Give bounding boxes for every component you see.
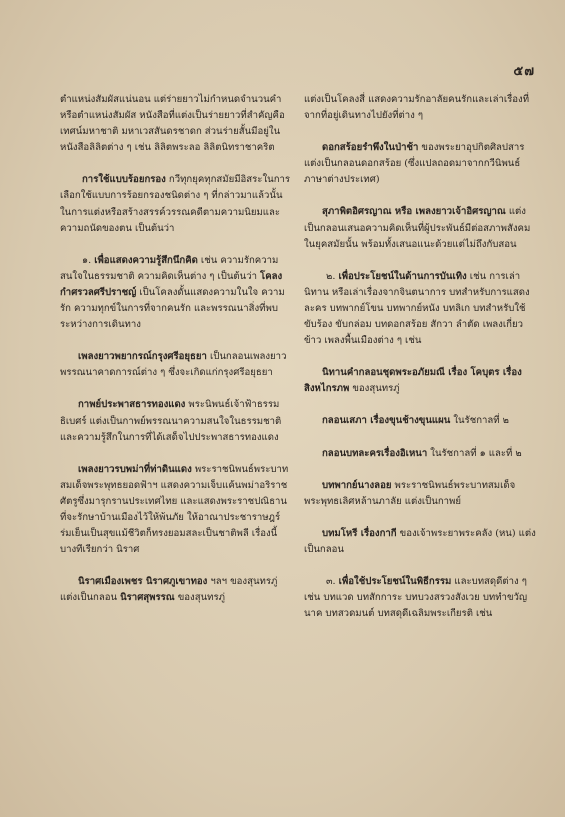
left-paragraph-6-body: พระราชนิพนธ์พระบาทสมเด็จพระพุทธยอดฟ้าฯ แสดงความเจ็บแค้นพม่าอริราชศัตรูซึ่งมารุกรานประเทศไทย และแสดงพระราชปณิธานที่จะรักษาบ้านเมืองไว้ให้พ้นภัย ให้อาณาประชาราษฎร์ร่มเย็นเป็นสุขแม้ชีวิตก็ทรงยอมสละเป็นชาติพลี เรื่องนี้บางทีเรียกว่า นิราศ [60,463,289,556]
title-nang-loi: บทพากย์นางลอย [322,479,392,491]
item-number-3: ๓. [326,575,339,587]
right-paragraph-4-body: เช่น การเล่านิทาน หรือเล่าเรื่องจากจินตนาการ บทสำหรับการแสดงละคร บทพากย์โขน บทพากย์หนัง บทลิเก บทสำหรับใช้ขับร้อง ขับกล่อม บทดอกสร้อย สักวา ลำตัด เพลงเกี่ยวข้าว เพลงพื้นเมืองต่าง ๆ เช่น [304,270,530,347]
title-kaki: บทมโหรี เรื่องกากี [322,527,397,539]
title-khlong-kamsuan: โคลงกำศรวลศรีปราชญ์ [60,270,283,298]
title-khun-chang-khun-phaen: กลอนเสภา เรื่องขุนช้างขุนแผน [322,415,451,427]
right-paragraph-7 [304,446,538,462]
title-suphasit-itsarayan: สุภาพิตอิศรญาณ หรือ เพลงยาวเจ้าอิศรญาณ [322,206,506,218]
right-paragraph-6-body: ในรัชกาลที่ ๒ [450,415,509,427]
left-paragraph-5-body: พระนิพนธ์เจ้าฟ้าธรรมธิเบศร์ แต่งเป็นกาพย์พรรณนาความสนใจในธรรมชาติและความรู้สึกในการที่ได้เสด็จไปประพาสธารทองแดง [60,399,282,443]
right-paragraph-9 [304,526,538,558]
right-column [304,92,538,622]
left-column [60,92,292,606]
left-paragraph-2-body: กวีทุกยุคทุกสมัยมีอิสระในการเลือกใช้แบบการร้อยกรองชนิดต่าง ๆ ที่กล่าวมาแล้วนั้นในการแต่งหรือสร้างสรรค์วรรณคดีตามความนิยมและความถนัดของตน เป็นต้นว่า [60,174,291,234]
item-number-1: ๑. [82,254,95,266]
title-dok-soi: ดอกสร้อยรำพึงในป่าช้า [322,142,419,154]
heading-express-feelings: เพื่อแสดงความรู้สึกนึกคิด [94,254,198,266]
item-number-2: ๒. [326,270,339,282]
right-paragraph-8 [304,478,538,510]
right-paragraph-7-body: ในรัชกาลที่ ๑ และที่ ๒ [427,447,522,459]
title-phra-aphai-mani: นิทานคำกลอนชุดพระอภัยมณี เรื่อง โคบุตร เรื่องสิงหไกรภพ [304,367,522,395]
left-paragraph-7-body-2: ของสุนทรภู่ [174,592,225,604]
left-paragraph-3 [60,253,292,333]
title-nirat-muang-phet: นิราศเมืองเพชร นิราศภูเขาทอง [78,576,208,588]
right-paragraph-6 [304,413,538,429]
left-paragraph-3-body-1: เช่น ความรักความสนใจในธรรมชาติ ความคิดเห็นต่าง ๆ เป็นต้นว่า [60,254,279,282]
title-phleng-yao-phayakon: เพลงยาวพยากรณ์กรุงศรีอยุธยา [78,351,207,363]
left-paragraph-5 [60,397,292,445]
left-paragraph-3-body-2: เป็นโคลงดั้นแสดงความในใจ ความรัก ความทุกข์ในการที่จากคนรัก และพรรณนาสิ่งที่พบระหว่างการเดินทาง [60,286,285,331]
right-paragraph-8-body: พระราชนิพนธ์พระบาทสมเด็จพระพุทธเลิศหล้านภาลัย แต่งเป็นกาพย์ [304,479,516,507]
left-paragraph-4 [60,349,292,381]
right-paragraph-10 [304,574,538,622]
left-paragraph-1: ตำแหน่งสัมผัสแน่นอน แต่ร่ายยาวไม่กำหนดจำนวนคำหรือตำแหน่งสัมผัส หนังสือที่แต่งเป็นร่ายยาวที่สำคัญคือ เทศน์มหาชาติ มหาเวสสันดรชาดก ส่วนร่ายสั้นมีอยู่ในหนังสือลิลิตต่าง ๆ เช่น ลิลิตพระลอ ลิลิตนิทราชาคริต [60,94,285,154]
left-paragraph-7 [60,574,292,606]
title-nirat-suphan: นิราศสุพรรณ [120,592,175,604]
right-paragraph-3-body: แต่งเป็นกลอนเสนอความคิดเห็นที่ผู้ประพันธ์มีต่อสภาพสังคมในยุคสมัยนั้น พร้อมทั้งเสนอแนะด้วยแต่ไม่ถึงกับสอน [304,206,531,250]
right-paragraph-3 [304,204,538,252]
right-paragraph-2 [304,140,538,188]
page-number: ๕๗ [513,64,535,79]
right-paragraph-2-body: ของพระยาอุปกิตศิลปสาร แต่งเป็นกลอนดอกสร้อย (ซึ่งแปลถอดมาจากกวีนิพนธ์ภาษาต่างประเทศ) [304,142,525,186]
right-paragraph-1: แต่งเป็นโคลงสี่ แสดงความรักอาลัยคนรักและเล่าเรื่องที่จากที่อยู่เดินทางไปยังที่ต่าง ๆ [304,94,530,122]
heading-entertainment: เพื่อประโยชน์ในด้านการบันเทิง [338,270,467,282]
left-paragraph-2 [60,172,292,236]
heading-verse-usage: การใช้แบบร้อยกรอง [82,174,166,186]
right-paragraph-5 [304,365,538,397]
left-paragraph-6 [60,462,292,559]
left-paragraph-4-body: เป็นกลอนเพลงยาวพรรณนาคาดการณ์ต่าง ๆ ซึ่งจะเกิดแก่กรุงศรีอยุธยา [60,351,287,379]
left-paragraph-7-body-1: ฯลฯ ของสุนทรภู่ แต่งเป็นกลอน [60,576,278,604]
right-paragraph-5-body: ของสุนทรภู่ [349,383,400,395]
right-paragraph-4 [304,269,538,349]
title-kap-praphat: กาพย์ประพาสธารทองแดง [78,399,186,411]
title-inao: กลอนบทละครเรื่องอิเหนา [322,447,428,459]
title-phleng-yao-rop-phama: เพลงยาวรบพม่าที่ท่าดินแดง [78,463,192,475]
right-paragraph-10-body: และบทสดุดีต่าง ๆ เช่น บทแวด บทสักการะ บทบวงสรวงสังเวย บททำขวัญนาค บทสวดมนต์ บทสดุดีเฉลิมพระเกียรติ เช่น [304,575,528,620]
heading-rituals: เพื่อใช้ประโยชน์ในพิธีกรรม [338,575,452,587]
right-paragraph-9-body: ของเจ้าพระยาพระคลัง (หน) แต่งเป็นกลอน [304,527,536,555]
